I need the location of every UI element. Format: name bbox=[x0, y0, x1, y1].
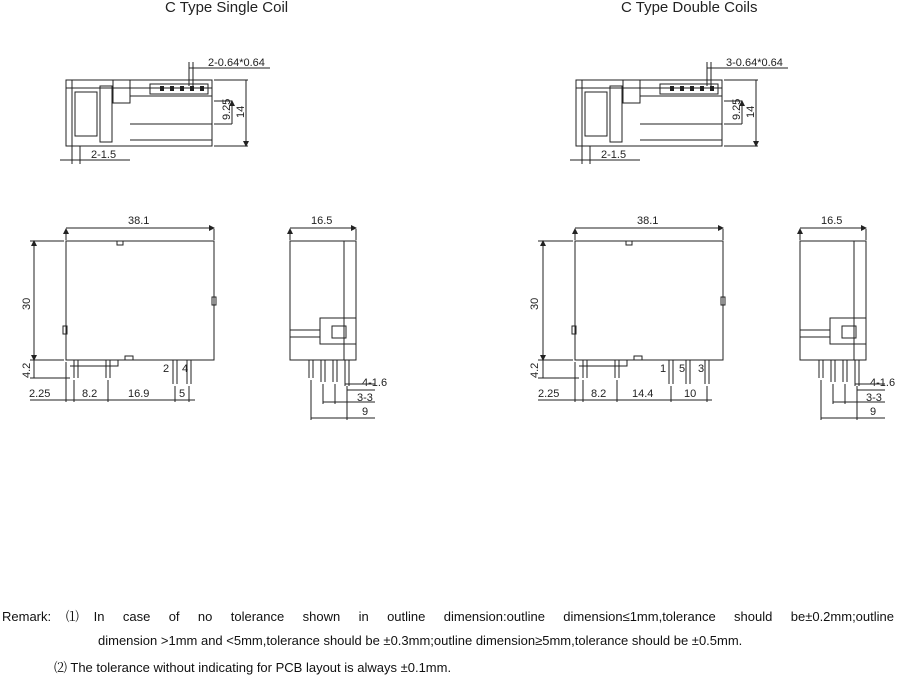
double-side-p3: 9 bbox=[870, 406, 877, 418]
single-side-p2: 3-3 bbox=[357, 392, 373, 404]
double-coil-title: C Type Double Coils bbox=[621, 0, 758, 16]
single-side-width: 16.5 bbox=[311, 215, 333, 227]
remark-line-3: ⑵ The tolerance without indicating for PCB layout is always ±0.1mm. bbox=[54, 660, 452, 675]
double-pin-label-b: 5 bbox=[679, 363, 686, 375]
double-front-d1: 2.25 bbox=[538, 388, 560, 400]
single-top-h-outer: 14 bbox=[235, 105, 247, 118]
single-front-pin-len: 4.2 bbox=[21, 362, 33, 378]
double-side-width: 16.5 bbox=[821, 215, 843, 227]
single-front-d1: 2.25 bbox=[29, 388, 51, 400]
double-front-pin-len: 4.2 bbox=[529, 362, 541, 378]
single-front-d3: 16.9 bbox=[128, 388, 150, 400]
double-front-d2: 8.2 bbox=[591, 388, 607, 400]
double-front-width: 38.1 bbox=[637, 215, 659, 227]
single-pin-label-a: 2 bbox=[163, 363, 170, 375]
double-coil-group bbox=[529, 0, 895, 420]
single-top-pitch: 2-1.5 bbox=[91, 149, 117, 161]
single-front-d2: 8.2 bbox=[82, 388, 98, 400]
single-side-p3: 9 bbox=[362, 406, 369, 418]
single-side-p1: 4-1.6 bbox=[362, 377, 388, 389]
remark-line-2: dimension >1mm and <5mm,tolerance should be ±0.3mm;outline dimension≥5mm,tolerance should be ±0.5mm. bbox=[98, 633, 743, 648]
double-pin-label-a: 1 bbox=[660, 363, 667, 375]
remark-line-1: Remark:⑴In case of no tolerance shown in outline dimension:outline dimension≤1mm,tolerance should be±0.2mm;outline bbox=[2, 609, 894, 624]
double-side-p2: 3-3 bbox=[866, 392, 882, 404]
double-front-d3: 14.4 bbox=[632, 388, 654, 400]
double-top-pin-dim: 3-0.64*0.64 bbox=[726, 57, 783, 69]
double-top-h-inner: 9.25 bbox=[731, 98, 743, 120]
single-coil-title: C Type Single Coil bbox=[165, 0, 289, 16]
double-pin-label-c: 3 bbox=[698, 363, 705, 375]
single-top-pin-dim: 2-0.64*0.64 bbox=[208, 57, 265, 69]
single-front-d4: 5 bbox=[179, 388, 186, 400]
single-coil-group bbox=[21, 0, 387, 420]
single-pin-label-b: 4 bbox=[182, 363, 189, 375]
single-top-h-inner: 9.25 bbox=[221, 98, 233, 120]
double-top-h-outer: 14 bbox=[745, 105, 757, 118]
double-front-d4: 10 bbox=[684, 388, 697, 400]
double-top-pitch: 2-1.5 bbox=[601, 149, 627, 161]
double-side-p1: 4-1.6 bbox=[870, 377, 896, 389]
double-front-height: 30 bbox=[529, 297, 541, 310]
single-front-height: 30 bbox=[21, 297, 33, 310]
single-front-view bbox=[30, 228, 216, 402]
double-front-view bbox=[538, 228, 725, 402]
single-front-width: 38.1 bbox=[128, 215, 150, 227]
